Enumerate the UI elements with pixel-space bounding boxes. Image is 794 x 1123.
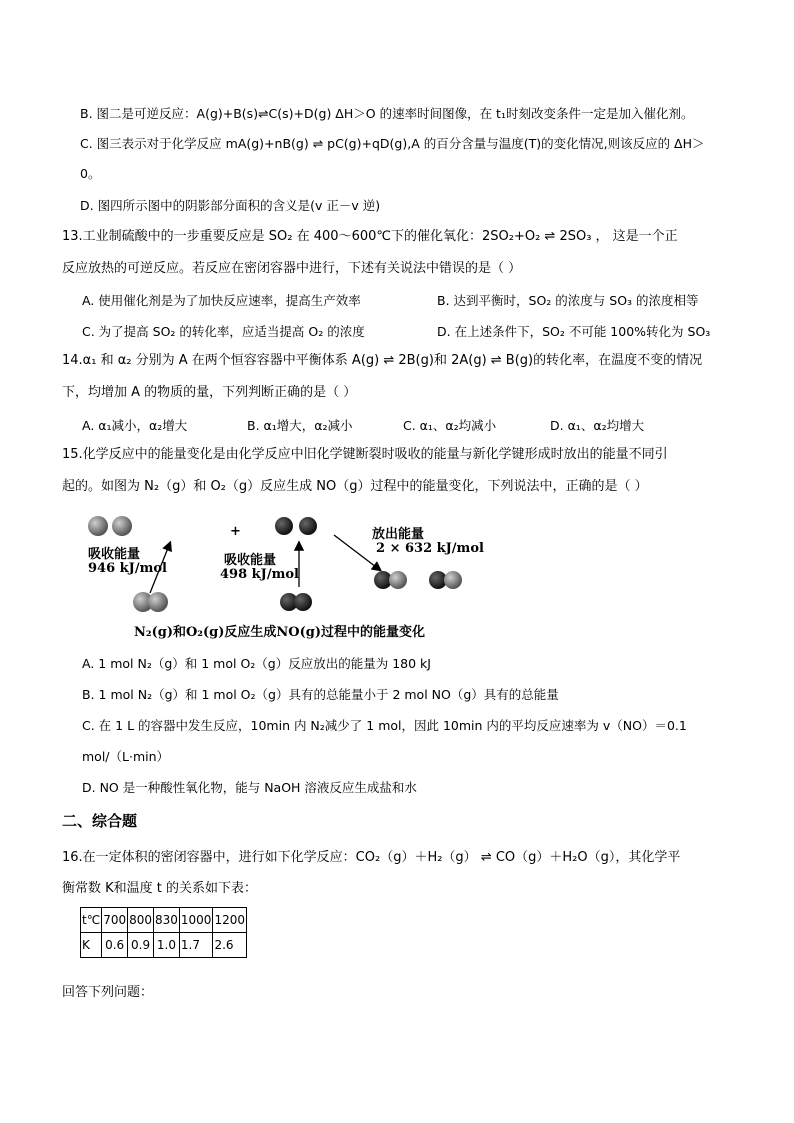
q12-option-c-line2: 0。 bbox=[80, 166, 101, 181]
energy-diagram bbox=[80, 513, 490, 645]
q14-option-a: A. α₁减小，α₂增大 bbox=[82, 418, 188, 433]
figure-caption: N₂(g)和O₂(g)反应生成NO(g)过程中的能量变化 bbox=[134, 625, 425, 640]
table-cell: 830 bbox=[154, 908, 180, 933]
section-title: 二、综合题 bbox=[62, 812, 138, 830]
release-energy-value: 2 × 632 kJ/mol bbox=[376, 541, 484, 556]
q13-option-b: B. 达到平衡时，SO₂ 的浓度与 SO₃ 的浓度相等 bbox=[437, 293, 699, 308]
table-cell: K bbox=[81, 933, 102, 958]
q14-option-c: C. α₁、α₂均减小 bbox=[403, 418, 497, 433]
q14-stem-line2: 下，均增加 A 的物质的量，下列判断正确的是（ ） bbox=[62, 385, 357, 400]
release-energy-label: 放出能量 bbox=[372, 527, 425, 542]
q14-option-d: D. α₁、α₂均增大 bbox=[550, 418, 645, 433]
q16-stem-line2: 衡常数 K和温度 t 的关系如下表： bbox=[62, 881, 258, 896]
no-molecule-icon bbox=[389, 571, 407, 589]
o-atom-icon bbox=[275, 517, 293, 535]
q15-option-c-line2: mol/（L·min） bbox=[82, 749, 170, 764]
q15-option-d: D. NO 是一种酸性氧化物，能与 NaOH 溶液反应生成盐和水 bbox=[82, 780, 417, 795]
absorb-energy-label-1: 吸收能量 bbox=[88, 547, 141, 562]
q15-stem-line2: 起的。如图为 N₂（g）和 O₂（g）反应生成 NO（g）过程中的能量变化，下列说法中，正确的是（ ） bbox=[62, 479, 648, 494]
table-cell: 0.6 bbox=[102, 933, 128, 958]
absorb-energy-value-2: 498 kJ/mol bbox=[220, 567, 299, 582]
equilibrium-constant-table bbox=[80, 907, 247, 958]
n-atom-icon bbox=[88, 516, 108, 536]
q15-option-c-line1: C. 在 1 L 的容器中发生反应，10min 内 N₂减少了 1 mol，因此 10min 内的平均反应速率为 v（NO）＝0.1 bbox=[82, 718, 687, 733]
q12-option-c-line1: C. 图三表示对于化学反应 mA(g)+nB(g) ⇌ pC(g)+qD(g),A 的百分含量与温度(T)的变化情况,则该反应的 ΔH＞ bbox=[80, 136, 705, 151]
table-cell: 1000 bbox=[179, 908, 213, 933]
table-cell: 1.7 bbox=[179, 933, 213, 958]
table-cell: 1200 bbox=[213, 908, 247, 933]
q15-option-a: A. 1 mol N₂（g）和 1 mol O₂（g）反应放出的能量为 180 kJ bbox=[82, 656, 431, 671]
q13-option-c: C. 为了提高 SO₂ 的转化率，应适当提高 O₂ 的浓度 bbox=[82, 324, 365, 339]
table-cell: 0.9 bbox=[128, 933, 154, 958]
table-cell: 800 bbox=[128, 908, 154, 933]
table-cell: 2.6 bbox=[213, 933, 247, 958]
o2-molecule-icon bbox=[294, 593, 312, 611]
q14-option-b: B. α₁增大，α₂减小 bbox=[247, 418, 353, 433]
n2-molecule-icon bbox=[148, 592, 168, 612]
energy-diagram-svg bbox=[80, 513, 490, 645]
table-row bbox=[81, 933, 247, 958]
q15-stem-line1: 15.化学反应中的能量变化是由化学反应中旧化学键断裂时吸收的能量与新化学键形成时放出的能量不同引 bbox=[62, 447, 668, 462]
o-atom-icon bbox=[299, 517, 317, 535]
q13-stem-line1: 13.工业制硫酸中的一步重要反应是 SO₂ 在 400～600℃下的催化氧化：2SO₂+O₂ ⇌ 2SO₃ ， 这是一个正 bbox=[62, 229, 678, 244]
table-row bbox=[81, 908, 247, 933]
absorb-energy-label-2: 吸收能量 bbox=[224, 553, 277, 568]
no-molecule-icon bbox=[444, 571, 462, 589]
table-cell: t℃ bbox=[81, 908, 102, 933]
q13-option-a: A. 使用催化剂是为了加快反应速率，提高生产效率 bbox=[82, 293, 361, 308]
n-atom-icon bbox=[112, 516, 132, 536]
q14-stem-line1: 14.α₁ 和 α₂ 分别为 A 在两个恒容容器中平衡体系 A(g) ⇌ 2B(g)和 2A(g) ⇌ B(g)的转化率，在温度不变的情况 bbox=[62, 353, 703, 368]
plus-sign: + bbox=[230, 524, 241, 539]
q12-option-d: D. 图四所示图中的阴影部分面积的含义是(v 正－v 逆) bbox=[80, 198, 381, 213]
q13-option-d: D. 在上述条件下，SO₂ 不可能 100%转化为 SO₃ bbox=[437, 324, 711, 339]
absorb-energy-value-1: 946 kJ/mol bbox=[88, 561, 167, 576]
q15-option-b: B. 1 mol N₂（g）和 1 mol O₂（g）具有的总能量小于 2 mol NO（g）具有的总能量 bbox=[82, 687, 559, 702]
table-cell: 700 bbox=[102, 908, 128, 933]
q13-stem-line2: 反应放热的可逆反应。若反应在密闭容器中进行，下述有关说法中错误的是（ ） bbox=[62, 261, 522, 276]
q12-option-b: B. 图二是可逆反应：A(g)+B(s)⇌C(s)+D(g) ΔH＞O 的速率时间图像，在 t₁时刻改变条件一定是加入催化剂。 bbox=[80, 106, 694, 121]
q16-stem-line1: 16.在一定体积的密闭容器中，进行如下化学反应：CO₂（g）＋H₂（g） ⇌ CO（g）＋H₂O（g），其化学平 bbox=[62, 850, 681, 865]
answer-prompt: 回答下列问题： bbox=[62, 985, 154, 1000]
table-cell: 1.0 bbox=[154, 933, 180, 958]
